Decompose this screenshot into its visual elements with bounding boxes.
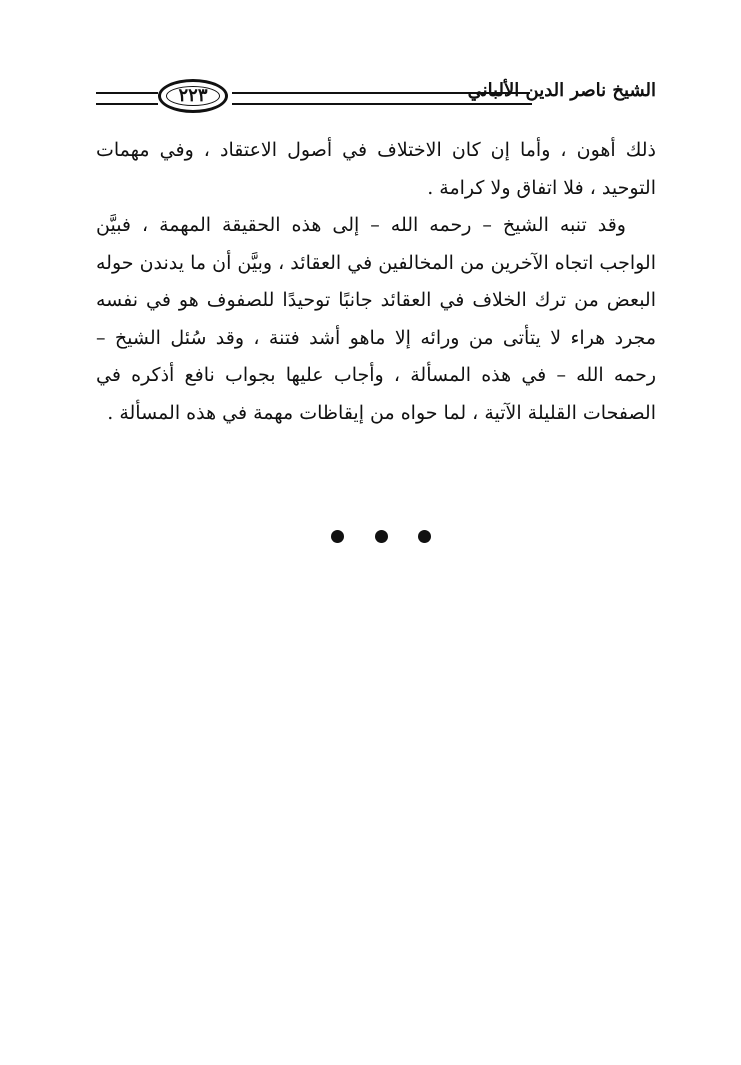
paragraph-2: وقد تنبه الشيخ – رحمه الله – إلى هذه الحقيقة المهمة ، فبيَّن الواجب اتجاه الآخرين من المخالفين في العقائد ، وبيَّن أن ما يدندن حوله البعض من ترك الخلاف في العقائد جانبًا توحيدًا للصفوف هو في نفسه مجرد هراء لا يتأتى من ورائه إلا ماهو أشد فتنة ، وقد سُئل الشيخ – رحمه الله – في هذه المسألة ، وأجاب عليها بجواب نافع أذكره في الصفحات القليلة الآتية ، لما حواه من إيقاظات مهمة في هذه المسألة . <box>96 214 656 424</box>
page-number-oval <box>158 79 228 113</box>
page-header <box>96 78 656 118</box>
body-text <box>96 132 656 432</box>
separator-dot <box>418 530 431 543</box>
separator-dot <box>375 530 388 543</box>
section-separator <box>331 528 431 544</box>
header-rule-left <box>96 92 158 105</box>
page-number: ٢٢٣ <box>166 86 220 106</box>
running-title: الشيخ ناصر الدين الألباني <box>467 80 656 101</box>
separator-dot <box>331 530 344 543</box>
paragraph-1: ذلك أهون ، وأما إن كان الاختلاف في أصول الاعتقاد ، وفي مهمات التوحيد ، فلا اتفاق ولا كرامة . <box>96 139 656 199</box>
